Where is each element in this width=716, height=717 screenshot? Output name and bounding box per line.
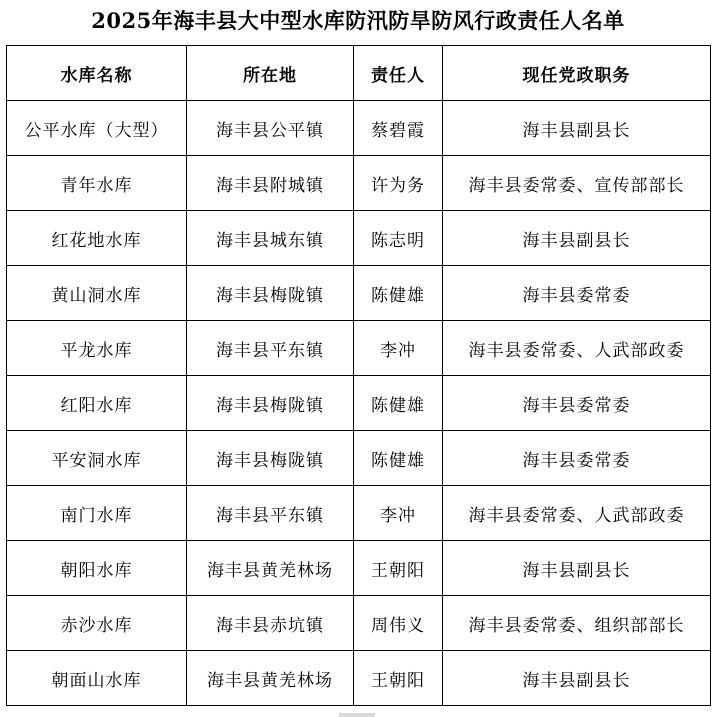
cell-responsible-person: 陈志明 <box>354 211 443 266</box>
header-responsible-person: 责任人 <box>354 46 443 101</box>
table-header-row <box>7 46 711 101</box>
cell-responsible-person: 李冲 <box>354 486 443 541</box>
table-row <box>7 431 711 486</box>
cell-current-position: 海丰县委常委 <box>443 376 711 431</box>
cell-current-position: 海丰县委常委、组织部部长 <box>443 596 711 651</box>
cell-location: 海丰县平东镇 <box>187 486 354 541</box>
cell-location: 海丰县平东镇 <box>187 321 354 376</box>
table-row <box>7 486 711 541</box>
header-reservoir-name: 水库名称 <box>7 46 187 101</box>
cell-reservoir-name: 南门水库 <box>7 486 187 541</box>
cell-location: 海丰县城东镇 <box>187 211 354 266</box>
cell-current-position: 海丰县副县长 <box>443 211 711 266</box>
bottom-scroll-indicator <box>339 713 375 717</box>
table-row <box>7 541 711 596</box>
table-row <box>7 376 711 431</box>
cell-current-position: 海丰县委常委、人武部政委 <box>443 321 711 376</box>
cell-reservoir-name: 公平水库（大型） <box>7 101 187 156</box>
cell-location: 海丰县梅陇镇 <box>187 266 354 321</box>
cell-location: 海丰县梅陇镇 <box>187 431 354 486</box>
cell-current-position: 海丰县副县长 <box>443 101 711 156</box>
cell-responsible-person: 许为务 <box>354 156 443 211</box>
responsibility-table <box>6 45 711 706</box>
cell-reservoir-name: 青年水库 <box>7 156 187 211</box>
cell-location: 海丰县黄羌林场 <box>187 651 354 706</box>
cell-reservoir-name: 朝阳水库 <box>7 541 187 596</box>
cell-current-position: 海丰县委常委 <box>443 431 711 486</box>
cell-responsible-person: 王朝阳 <box>354 541 443 596</box>
cell-current-position: 海丰县委常委、人武部政委 <box>443 486 711 541</box>
cell-reservoir-name: 朝面山水库 <box>7 651 187 706</box>
cell-location: 海丰县附城镇 <box>187 156 354 211</box>
cell-responsible-person: 陈健雄 <box>354 431 443 486</box>
header-current-position: 现任党政职务 <box>443 46 711 101</box>
cell-responsible-person: 蔡碧霞 <box>354 101 443 156</box>
cell-responsible-person: 王朝阳 <box>354 651 443 706</box>
cell-location: 海丰县黄羌林场 <box>187 541 354 596</box>
table-row <box>7 101 711 156</box>
cell-reservoir-name: 平龙水库 <box>7 321 187 376</box>
cell-responsible-person: 陈健雄 <box>354 376 443 431</box>
cell-reservoir-name: 赤沙水库 <box>7 596 187 651</box>
cell-reservoir-name: 红阳水库 <box>7 376 187 431</box>
cell-reservoir-name: 黄山洞水库 <box>7 266 187 321</box>
header-location: 所在地 <box>187 46 354 101</box>
cell-current-position: 海丰县副县长 <box>443 541 711 596</box>
cell-current-position: 海丰县副县长 <box>443 651 711 706</box>
cell-reservoir-name: 红花地水库 <box>7 211 187 266</box>
cell-location: 海丰县梅陇镇 <box>187 376 354 431</box>
table-row <box>7 596 711 651</box>
cell-location: 海丰县公平镇 <box>187 101 354 156</box>
cell-location: 海丰县赤坑镇 <box>187 596 354 651</box>
table-row <box>7 651 711 706</box>
page-title: 2025年海丰县大中型水库防汛防旱防风行政责任人名单 <box>91 8 625 33</box>
table-row <box>7 321 711 376</box>
cell-current-position: 海丰县委常委、宣传部部长 <box>443 156 711 211</box>
cell-current-position: 海丰县委常委 <box>443 266 711 321</box>
table-row <box>7 266 711 321</box>
cell-responsible-person: 陈健雄 <box>354 266 443 321</box>
cell-reservoir-name: 平安洞水库 <box>7 431 187 486</box>
cell-responsible-person: 李冲 <box>354 321 443 376</box>
table-row <box>7 211 711 266</box>
table-row <box>7 156 711 211</box>
cell-responsible-person: 周伟义 <box>354 596 443 651</box>
